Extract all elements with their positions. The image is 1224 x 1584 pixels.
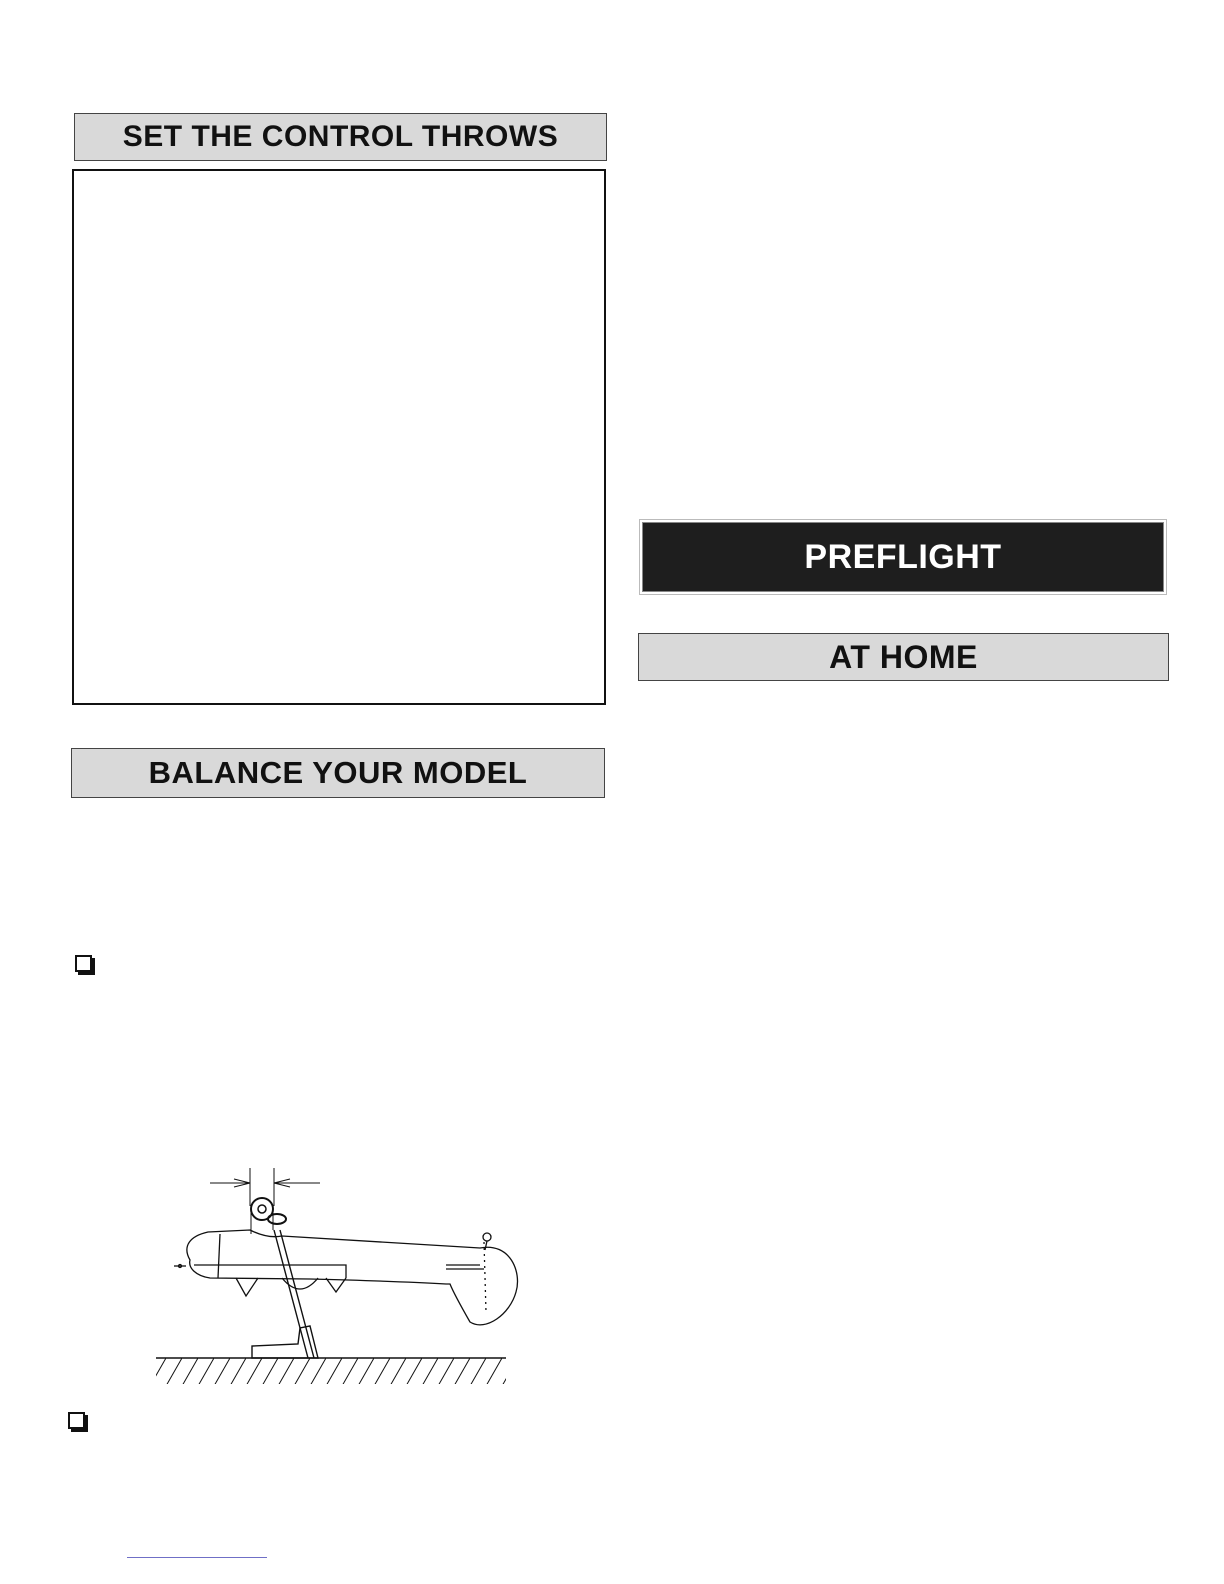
- at-home-header: [638, 633, 1169, 681]
- set-control-throws-header: [74, 113, 607, 161]
- balance-your-model-header: [71, 748, 605, 798]
- checkbox-icon[interactable]: [75, 955, 92, 972]
- preflight-title: PREFLIGHT: [804, 537, 1002, 576]
- at-home-title: AT HOME: [829, 638, 978, 675]
- fuselage: [174, 1230, 518, 1325]
- balancer-wheel: [251, 1198, 286, 1234]
- checkbox-icon[interactable]: [68, 1412, 85, 1429]
- ground: [156, 1358, 506, 1384]
- balancer-stand: [252, 1230, 318, 1358]
- cg-range-arrows: [210, 1168, 320, 1206]
- balance-diagram: [150, 1162, 530, 1392]
- balance-your-model-title: BALANCE YOUR MODEL: [148, 755, 528, 790]
- set-control-throws-title: SET THE CONTROL THROWS: [122, 120, 559, 153]
- control-throws-box: [72, 169, 606, 705]
- preflight-header: [642, 522, 1164, 592]
- link-underline: [127, 1557, 267, 1558]
